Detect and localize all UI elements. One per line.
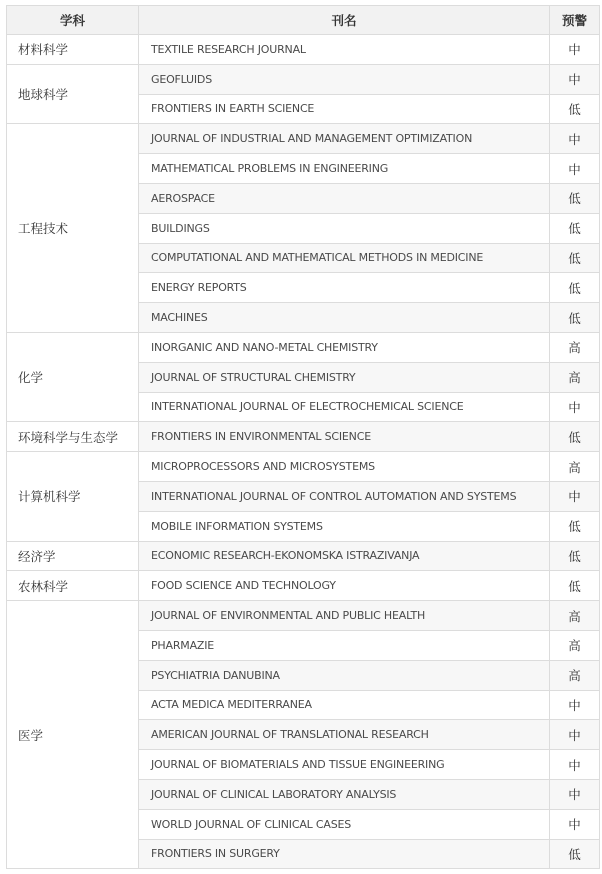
journal-name-cell: JOURNAL OF STRUCTURAL CHEMISTRY [139,362,550,392]
subject-cell: 医学 [7,601,139,869]
warning-level-cell: 中 [550,64,600,94]
journal-name-cell: ECONOMIC RESEARCH-EKONOMSKA ISTRAZIVANJA [139,541,550,571]
journal-name-cell: INORGANIC AND NANO-METAL CHEMISTRY [139,332,550,362]
warning-level-cell: 中 [550,154,600,184]
warning-level-cell: 中 [550,481,600,511]
journal-name-cell: INTERNATIONAL JOURNAL OF CONTROL AUTOMATION AND SYSTEMS [139,481,550,511]
journal-name-cell: INTERNATIONAL JOURNAL OF ELECTROCHEMICAL SCIENCE [139,392,550,422]
warning-level-cell: 低 [550,213,600,243]
subject-cell: 材料科学 [7,35,139,65]
warning-column-header: 预警 [550,6,600,35]
subject-cell: 环境科学与生态学 [7,422,139,452]
table-row [7,35,600,65]
warning-level-cell: 低 [550,303,600,333]
warning-level-cell: 高 [550,332,600,362]
journal-name-cell: MICROPROCESSORS AND MICROSYSTEMS [139,452,550,482]
table-row [7,601,600,631]
warning-level-cell: 低 [550,273,600,303]
warning-level-cell: 中 [550,124,600,154]
journal-name-cell: JOURNAL OF INDUSTRIAL AND MANAGEMENT OPTIMIZATION [139,124,550,154]
journal-name-cell: FRONTIERS IN EARTH SCIENCE [139,94,550,124]
journal-column-header: 刊名 [139,6,550,35]
warning-level-cell: 中 [550,35,600,65]
subject-cell: 地球科学 [7,64,139,124]
table-row [7,541,600,571]
journal-name-cell: JOURNAL OF CLINICAL LABORATORY ANALYSIS [139,779,550,809]
journal-warning-table [6,5,600,869]
journal-name-cell: ACTA MEDICA MEDITERRANEA [139,690,550,720]
journal-name-cell: COMPUTATIONAL AND MATHEMATICAL METHODS IN MEDICINE [139,243,550,273]
warning-level-cell: 高 [550,630,600,660]
table-row [7,64,600,94]
journal-name-cell: AEROSPACE [139,183,550,213]
warning-level-cell: 中 [550,690,600,720]
journal-name-cell: BUILDINGS [139,213,550,243]
warning-level-cell: 低 [550,839,600,869]
journal-name-cell: MACHINES [139,303,550,333]
warning-level-cell: 高 [550,660,600,690]
table-row [7,124,600,154]
journal-name-cell: PHARMAZIE [139,630,550,660]
subject-column-header: 学科 [7,6,139,35]
journal-name-cell: MOBILE INFORMATION SYSTEMS [139,511,550,541]
warning-level-cell: 低 [550,422,600,452]
table-row [7,422,600,452]
journal-name-cell: ENERGY REPORTS [139,273,550,303]
subject-cell: 农林科学 [7,571,139,601]
journal-name-cell: JOURNAL OF ENVIRONMENTAL AND PUBLIC HEALTH [139,601,550,631]
journal-name-cell: MATHEMATICAL PROBLEMS IN ENGINEERING [139,154,550,184]
warning-level-cell: 中 [550,779,600,809]
warning-level-cell: 低 [550,511,600,541]
warning-level-cell: 高 [550,362,600,392]
warning-level-cell: 中 [550,720,600,750]
warning-level-cell: 低 [550,183,600,213]
journal-name-cell: FRONTIERS IN ENVIRONMENTAL SCIENCE [139,422,550,452]
warning-level-cell: 中 [550,392,600,422]
warning-level-cell: 低 [550,541,600,571]
warning-level-cell: 低 [550,571,600,601]
journal-name-cell: TEXTILE RESEARCH JOURNAL [139,35,550,65]
warning-level-cell: 高 [550,601,600,631]
table-row [7,571,600,601]
warning-level-cell: 低 [550,94,600,124]
journal-name-cell: WORLD JOURNAL OF CLINICAL CASES [139,809,550,839]
subject-cell: 经济学 [7,541,139,571]
warning-level-cell: 中 [550,809,600,839]
journal-name-cell: PSYCHIATRIA DANUBINA [139,660,550,690]
subject-cell: 化学 [7,332,139,421]
journal-name-cell: FRONTIERS IN SURGERY [139,839,550,869]
subject-cell: 计算机科学 [7,452,139,541]
warning-level-cell: 高 [550,452,600,482]
table-row [7,452,600,482]
header-row [7,6,600,35]
table-row [7,332,600,362]
warning-level-cell: 低 [550,243,600,273]
journal-name-cell: FOOD SCIENCE AND TECHNOLOGY [139,571,550,601]
journal-name-cell: GEOFLUIDS [139,64,550,94]
journal-name-cell: JOURNAL OF BIOMATERIALS AND TISSUE ENGINEERING [139,750,550,780]
warning-level-cell: 中 [550,750,600,780]
subject-cell: 工程技术 [7,124,139,333]
journal-name-cell: AMERICAN JOURNAL OF TRANSLATIONAL RESEARCH [139,720,550,750]
table-body [7,35,600,869]
